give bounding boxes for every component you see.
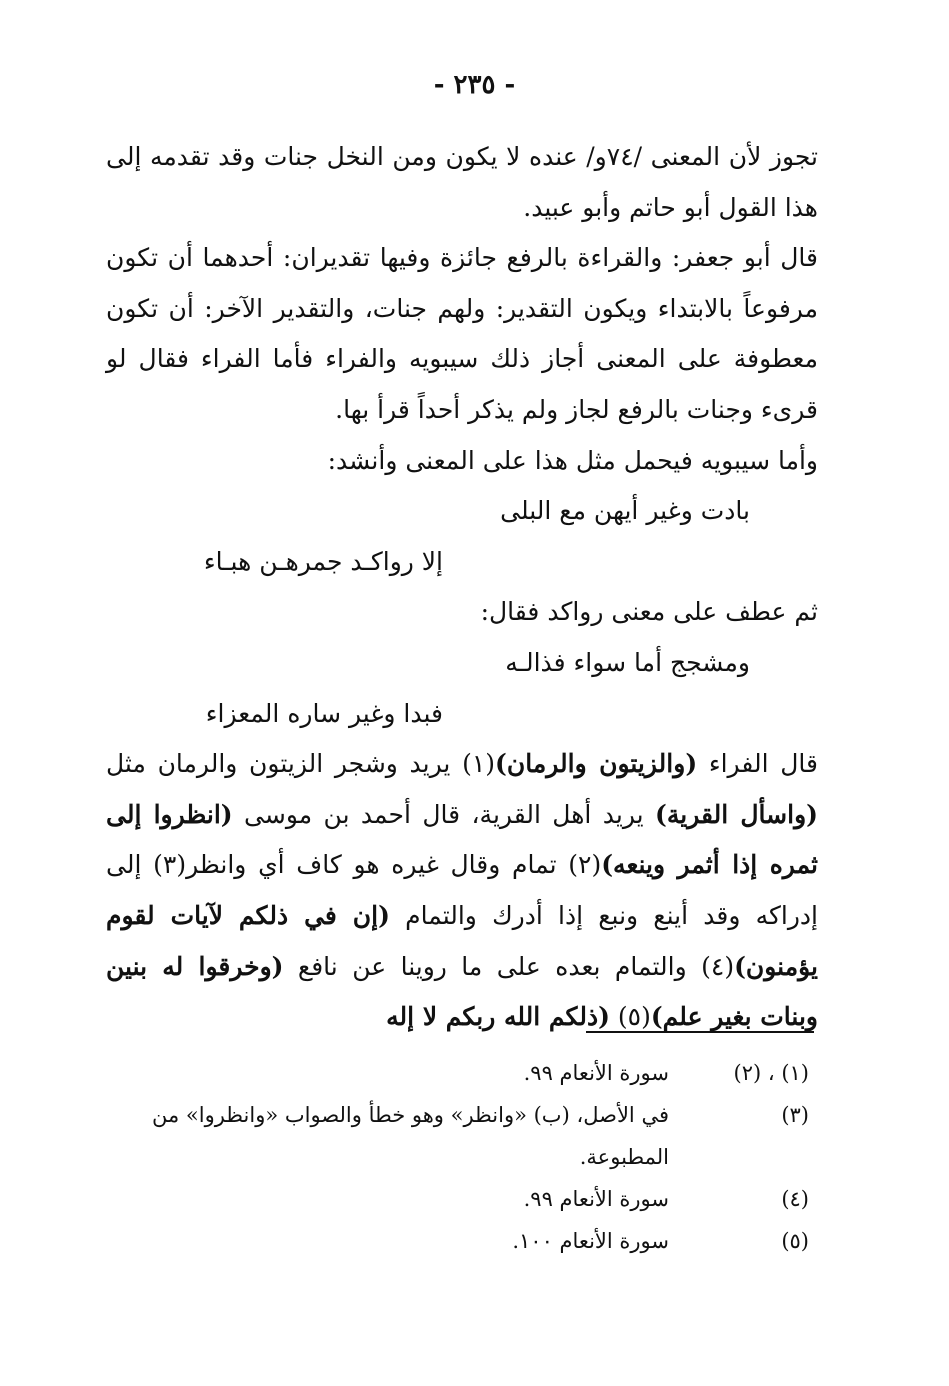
paragraph-1 <box>106 132 818 233</box>
quran-quote: (ذلكم الله ربكم لا إله <box>386 1002 610 1032</box>
paragraph-3-text: وأما سيبويه فيحمل مثل هذا على المعنى وأنشد: <box>327 445 818 475</box>
main-text <box>106 132 818 1043</box>
verse-2-line-2: فبدا وغير ساره المعزاء <box>205 698 443 728</box>
footnote <box>119 1178 809 1220</box>
footnotes <box>119 1052 809 1262</box>
footnote-number: (٥) <box>781 1229 809 1253</box>
footnote-separator <box>586 1031 814 1033</box>
paragraph-final-run: (٢) تمام وقال غيره هو كاف أي وانظر(٣) إلى إدراكه وقد أينع ونبع إذا أدرك والتمام <box>106 850 818 930</box>
paragraph-2 <box>106 233 818 435</box>
paragraph-2-text: قال أبو جعفر: والقراءة بالرفع جائزة وفيها تقديران: أحدهما أن تكون مرفوعاً بالابتداء ويكون التقدير: ولهم جنات، والتقدير الآخر: أن تكون معطوفة على المعنى أجاز ذلك سيبويه والفراء فأما الفراء فقال لو قرىء وجنات بالرفع لجاز ولم يذكر أحداً قرأ بها. <box>106 243 818 424</box>
paragraph-final-run: (٥) <box>609 1002 651 1032</box>
quran-quote: (إن في ذلكم لآيات لقوم يؤمنون) <box>106 900 818 981</box>
quran-quote: (وخرقوا له بنين وبنات بغير علم) <box>106 951 818 1032</box>
quran-quote: (انظروا إلى ثمره إذا أثمر وينعه) <box>106 799 818 880</box>
paragraph-3 <box>106 436 818 487</box>
footnote-number: (١) ، (٢) <box>733 1061 809 1085</box>
paragraph-final <box>106 739 818 1043</box>
footnote-text: في الأصل، (ب) «وانظر» وهو خطأ والصواب «وانظروا» من المطبوعة. <box>151 1103 669 1169</box>
footnote-text: سورة الأنعام ٩٩. <box>523 1061 669 1085</box>
paragraph-final-run: قال الفراء <box>697 749 818 779</box>
quran-quote: (واسأل القرية) <box>655 799 818 829</box>
verse-1-line-2: إلا رواكـد جمرهـن هبـاء <box>203 546 443 576</box>
paragraph-final-run: (١) يريد وشجر الزيتون والرمان مثل <box>106 749 496 779</box>
quran-quote: (والزيتون والرمان) <box>495 749 698 779</box>
footnote <box>119 1094 809 1178</box>
footnote-text: سورة الأنعام ٩٩. <box>523 1187 669 1211</box>
verse-1-line-1: بادت وغير أيهن مع البلى <box>500 496 750 526</box>
verse-2-intro: ثم عطف على معنى رواكد فقال: <box>480 597 818 627</box>
footnote-text: سورة الأنعام ١٠٠. <box>512 1229 669 1253</box>
footnote <box>119 1052 809 1094</box>
footnote-number: (٤) <box>781 1187 809 1211</box>
footnote-number: (٣) <box>781 1103 809 1127</box>
paragraph-final-run: يريد أهل القرية، قال أحمد بن موسى <box>232 799 656 829</box>
paragraph-final-run: (٤) والتمام بعده على ما روينا عن نافع <box>283 951 735 981</box>
paragraph-1-text: تجوز لأن المعنى /٧٤و/ عنده لا يكون ومن النخل جنات وقد تقدمه إلى هذا القول أبو حاتم وأبو عبيد. <box>106 142 819 222</box>
verse-2-line-1: ومشجج أما سواء فذالـه <box>505 647 750 677</box>
footnote <box>119 1220 809 1262</box>
page-number: - ٢٣٥ - <box>433 70 516 100</box>
